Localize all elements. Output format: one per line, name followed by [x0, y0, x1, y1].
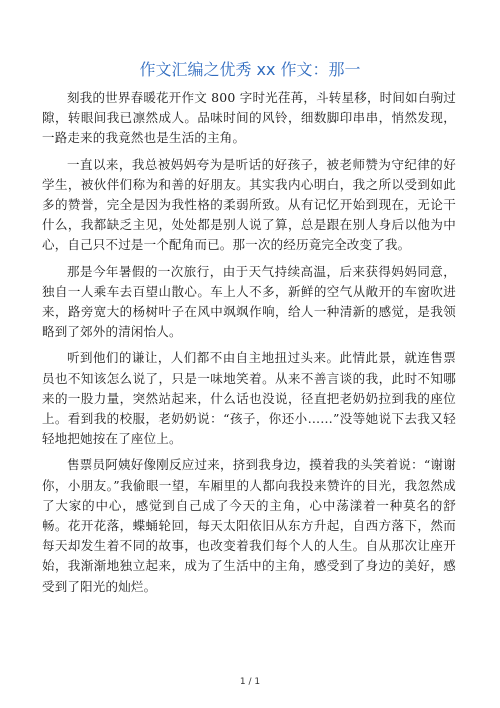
paragraph-2: 一直以来，我总被妈妈夸为是听话的好孩子，被老师赞为守纪律的好学生，被伙伴们称为和善的好朋友。其实我内心明白，我之所以受到如此多的赞誉，完全是因为我性格的柔弱所致。从有记忆开始到现在，无论干什么，我都缺乏主见，处处都是别人说了算，总是跟在别人身后以他为中心，自己只不过是一个配角而已。那一次的经历竟完全改变了我。: [42, 156, 456, 253]
paragraph-5: 售票员阿姨好像刚反应过来，挤到我身边，摸着我的头笑着说：“谢谢你，小朋友。”我偷眼一望，车厢里的人都向我投来赞许的目光，我忽然成了大家的中心，感觉到自己成了今天的主角，心中荡漾着一种莫名的舒畅。花开花落，蝶蛹轮回，每天太阳依旧从东方升起，自西方落下，然而每天却发生着不同的故事，也改变着我们每个人的人生。自从那次让座开始，我渐渐地独立起来，成为了生活中的主角，感受到了身边的美好，感受到了阳光的灿烂。: [42, 457, 456, 594]
paragraph-4: 听到他们的谦让，人们都不由自主地扭过头来。此情此景，就连售票员也不知该怎么说了，只是一味地笑着。从来不善言谈的我，此时不知哪来的一股力量，突然站起来，什么话也没说，径直把老奶奶拉到我的座位上。看到我的校服，老奶奶说：“孩子，你还小……”没等她说下去我又轻轻地把她按在了座位上。: [42, 350, 456, 447]
document-body: [42, 88, 456, 603]
document-title: 作文汇编之优秀 xx 作文：那一: [139, 60, 361, 79]
paragraph-3: 那是今年暑假的一次旅行，由于天气持续高温，后来获得妈妈同意，独自一人乘车去百望山散心。车上人不多，新鲜的空气从敞开的车窗吹进来，路旁宽大的杨树叶子在风中飒飒作响，给人一种清新的感觉，是我领略到了郊外的清闲怡人。: [42, 263, 456, 340]
page-number: 1 / 1: [239, 677, 261, 687]
paragraph-1: 刻我的世界春暖花开作文 800 字时光荏苒，斗转星移，时间如白驹过隙，转眼间我已凛然成人。品味时间的风铃，细数脚印串串，悄然发现，一路走来的我竟然也是生活的主角。: [42, 90, 456, 146]
